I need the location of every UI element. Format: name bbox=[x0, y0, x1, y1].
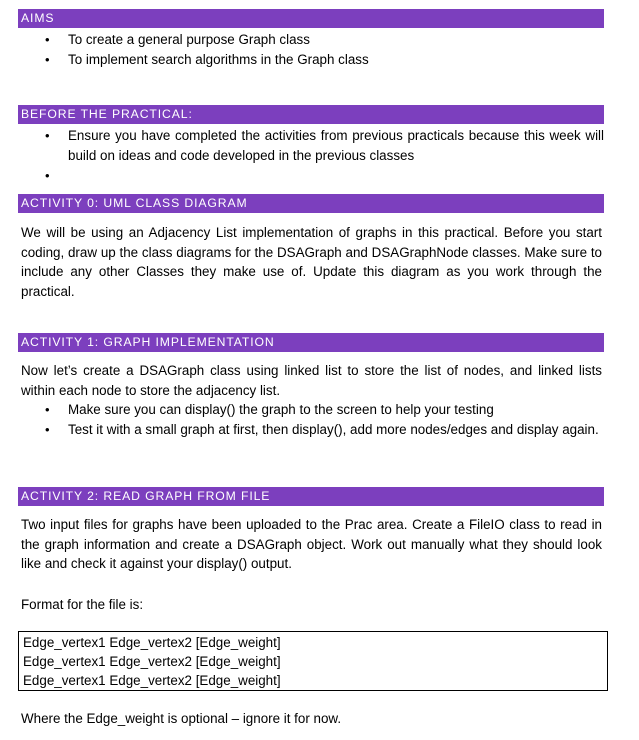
section-heading-before: BEFORE THE PRACTICAL: bbox=[18, 105, 604, 124]
format-footnote: Where the Edge_weight is optional – ignore it for now. bbox=[21, 711, 342, 726]
section-heading-aims: AIMS bbox=[18, 9, 604, 28]
activity0-paragraph: We will be using an Adjacency List implementation of graphs in this practical. Before you start coding, draw up the class diagrams for the DSAGraph and DSAGraphNode classes. Make sure to include any other Classes they make use of. Update this diagram as you work through the practical. bbox=[21, 225, 602, 299]
section-heading-activity2: ACTIVITY 2: READ GRAPH FROM FILE bbox=[18, 487, 604, 506]
bullet-icon: • bbox=[45, 422, 50, 437]
bullet-icon: • bbox=[45, 52, 50, 67]
list-item: • Ensure you have completed the activities from previous practicals because this week will build on ideas and code developed in the previous classes bbox=[45, 128, 604, 163]
activity2-paragraph: Two input files for graphs have been uploaded to the Prac area. Create a FileIO class to read in the graph information and create a DSAGraph object. Work out manually what they should look like and check it against your display() output. bbox=[21, 517, 602, 571]
bullet-icon: • bbox=[45, 168, 50, 183]
section-heading-activity0: ACTIVITY 0: UML CLASS DIAGRAM bbox=[18, 194, 604, 213]
aims-list bbox=[18, 30, 604, 70]
list-item: • Test it with a small graph at first, then display(), add more nodes/edges and display again. bbox=[18, 420, 604, 440]
list-item: • To implement search algorithms in the Graph class bbox=[18, 50, 604, 70]
file-format-box bbox=[18, 631, 608, 691]
bullet-icon: • bbox=[45, 402, 50, 417]
format-line: Edge_vertex1 Edge_vertex2 [Edge_weight] bbox=[23, 673, 281, 688]
before-list bbox=[18, 126, 604, 186]
activity1-paragraph: Now let’s create a DSAGraph class using linked list to store the list of nodes, and linked lists within each node to store the adjacency list. bbox=[21, 363, 602, 398]
section-heading-activity1: ACTIVITY 1: GRAPH IMPLEMENTATION bbox=[18, 333, 604, 352]
list-item: • Make sure you can display() the graph to the screen to help your testing bbox=[18, 400, 604, 420]
bullet-icon: • bbox=[45, 128, 50, 143]
activity1-list bbox=[18, 400, 604, 440]
list-item: • To create a general purpose Graph class bbox=[18, 30, 604, 50]
format-line: Edge_vertex1 Edge_vertex2 [Edge_weight] bbox=[23, 654, 281, 669]
format-line: Edge_vertex1 Edge_vertex2 [Edge_weight] bbox=[23, 635, 281, 650]
list-item bbox=[18, 166, 604, 186]
format-intro: Format for the file is: bbox=[21, 597, 144, 612]
bullet-icon: • bbox=[45, 32, 50, 47]
